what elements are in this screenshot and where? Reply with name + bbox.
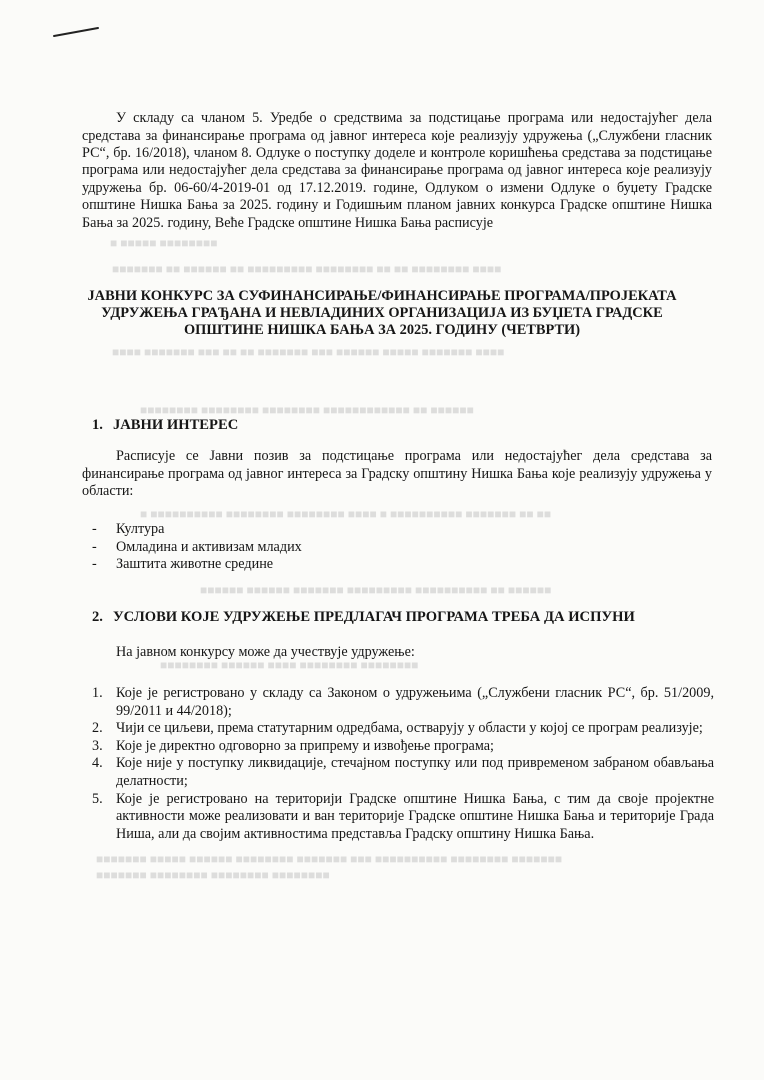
bleed-through-decoration: ■■■■■■■■ ■■■■■■ ■■■■ ■■■■■■■■ ■■■■■■■■: [160, 658, 419, 672]
section-1-title: ЈАВНИ ИНТЕРЕС: [112, 417, 239, 433]
list-number: 1.: [92, 685, 103, 701]
list-item: [92, 521, 302, 539]
list-item-text: Култура: [116, 521, 165, 537]
bleed-through-decoration: ■■■■■■■ ■■ ■■■■■■ ■■ ■■■■■■■■■ ■■■■■■■■ ■■ ■■ ■■■■■■■■ ■■■■: [112, 262, 502, 276]
bleed-through-decoration: ■■■■■■■ ■■■■■■■■ ■■■■■■■■ ■■■■■■■■: [96, 868, 330, 882]
list-number: 3.: [92, 737, 103, 754]
section-1-number: 1.: [92, 417, 103, 433]
bleed-through-decoration: ■ ■■■■■ ■■■■■■■■: [110, 236, 218, 250]
list-item: [92, 556, 302, 574]
section-2-title: УСЛОВИ КОЈЕ УДРУЖЕЊЕ ПРЕДЛАГАЧ ПРОГРАМА ТРЕБА ДА ИСПУНИ: [112, 609, 635, 625]
intro-paragraph: У складу са чланом 5. Уредбе о средствима за подстицање програма или недостајућег дела средстава за финансирање програма од јавног интереса које реализују удружења („Службени гласник РС“, бр. 16/2018), чланом 8. Одлуке о поступку доделе и контроле коришћења средстава за подстицање програма или недостајућег дела средстава за финансирање програма од јавног интереса које реализују удружења бр. 06-60/4-2019-01 од 17.12.2019. године, Одлуком о измени Одлуке о буџету Градске општине Нишка Бања за 2025. годину и Годишњим планом јавних конкурса Градске општине Нишка Бања за 2025. годину, Веће Градске општине Нишка Бања расписује: [82, 110, 712, 231]
bleed-through-decoration: ■■■■■■■■ ■■■■■■■■ ■■■■■■■■ ■■■■■■■■■■■■ ■■ ■■■■■■: [140, 403, 474, 417]
list-item-text: Омладина и активизам младих: [116, 538, 302, 555]
section-1-paragraph: Расписује се Јавни позив за подстицање програма или недостајућег дела средстава за финансирање програма од јавног интереса за Градску општину Нишка Бања које реализују удружења у области:: [82, 448, 712, 500]
section-1-heading: [92, 417, 238, 434]
bleed-through-decoration: ■■■■ ■■■■■■■ ■■■ ■■ ■■ ■■■■■■■ ■■■ ■■■■■■ ■■■■■ ■■■■■■■ ■■■■: [112, 345, 505, 359]
bleed-through-decoration: ■■■■■■■ ■■■■■ ■■■■■■ ■■■■■■■■ ■■■■■■■ ■■■ ■■■■■■■■■■ ■■■■■■■■ ■■■■■■■: [96, 852, 563, 866]
list-item: [92, 755, 714, 790]
bleed-through-decoration: ■ ■■■■■■■■■■ ■■■■■■■■ ■■■■■■■■ ■■■■ ■ ■■■■■■■■■■ ■■■■■■■ ■■ ■■: [140, 507, 552, 521]
list-item-text: Које је регистровано у складу са Законом о удружењима („Службени гласник РС“, бр. 51/2009, 99/2011 и 44/2018);: [116, 685, 714, 719]
list-marker: -: [92, 521, 97, 537]
list-item: [92, 791, 714, 844]
list-number: 5.: [92, 790, 103, 807]
list-number: 2.: [92, 720, 103, 737]
list-item-text: Које је директно одговорно за припрему и извођење програма;: [116, 737, 494, 754]
list-item: [92, 685, 714, 720]
list-item: [92, 539, 302, 557]
conditions-list: [92, 685, 714, 843]
document-title: ЈАВНИ КОНКУРС ЗА СУФИНАНСИРАЊЕ/ФИНАНСИРАЊЕ ПРОГРАМА/ПРОЈЕКАТА УДРУЖЕЊА ГРАЂАНА И НЕВЛАДИНИХ ОРГАНИЗАЦИЈА ИЗ БУЏЕТА ГРАДСКЕ ОПШТИНЕ НИШКА БАЊА ЗА 2025. ГОДИНУ (ЧЕТВРТИ): [87, 288, 677, 338]
list-item-text: Заштита животне средине: [116, 556, 274, 573]
section-2-number: 2.: [92, 609, 103, 625]
pen-stroke-mark: [52, 26, 102, 38]
section-2-paragraph: На јавном конкурсу може да учествује удружење:: [116, 644, 415, 660]
list-marker: -: [92, 556, 97, 573]
list-item-text: Чији се циљеви, према статутарним одредбама, остварују у области у којој се програм реализује;: [116, 720, 703, 737]
list-item: [92, 738, 714, 756]
section-2-heading: [92, 609, 635, 626]
list-number: 4.: [92, 755, 103, 772]
list-item-text: Које је регистровано на територији Градске општине Нишка Бања, с тим да своје пројектне активности може реализовати и ван територије Градске општине Нишка Бања и територије Града Ниша, али да својим активностима представља Градску општину Нишка Бања.: [116, 790, 714, 842]
list-item: [92, 720, 714, 738]
list-item-text: Које није у поступку ликвидације, стечајном поступку или под привременом забраном обављања делатности;: [116, 755, 714, 789]
areas-list: [92, 521, 302, 574]
bleed-through-decoration: ■■■■■■ ■■■■■■ ■■■■■■■ ■■■■■■■■■ ■■■■■■■■■■ ■■ ■■■■■■: [200, 583, 552, 597]
list-marker: -: [92, 538, 97, 555]
